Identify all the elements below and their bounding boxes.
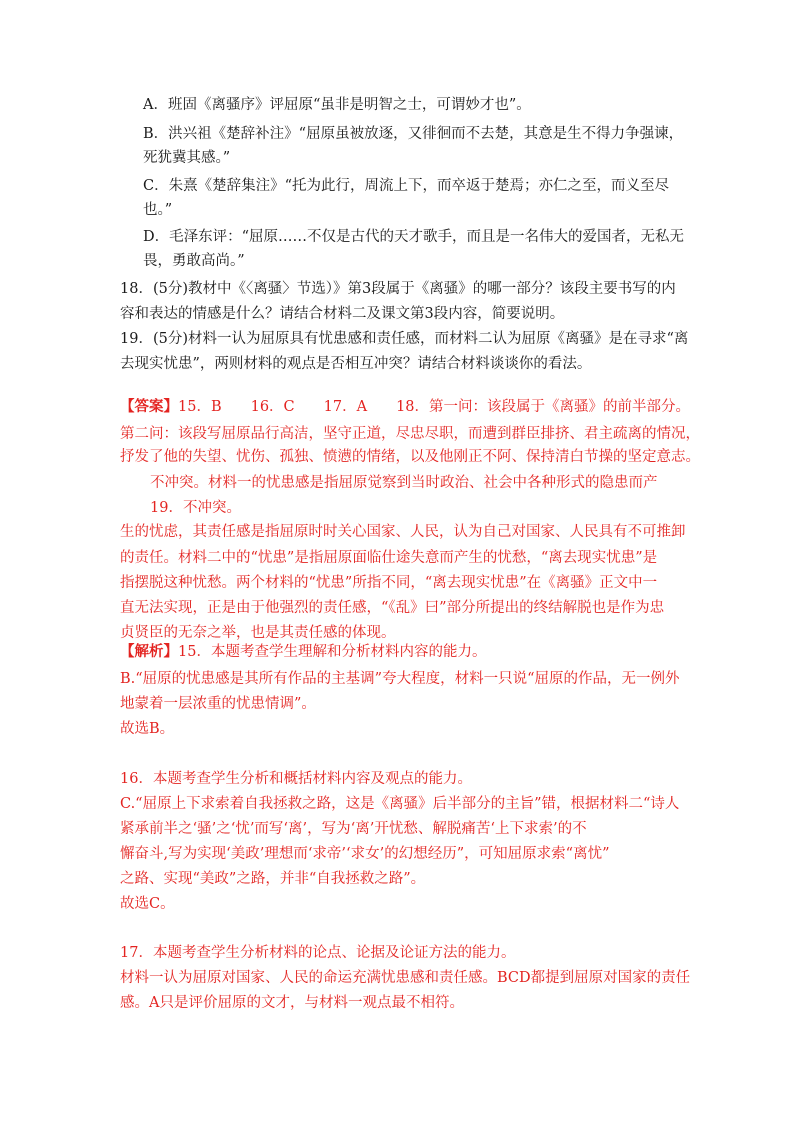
option-b-line2: 死犹冀其感。”	[143, 150, 231, 166]
answer-19-label: 19．不冲突。	[150, 500, 241, 516]
option-c-line1: C．朱熹《楚辞集注》“托为此行，周流上下，而卒返于楚焉；亦仁之至，而义至尽	[143, 178, 670, 194]
answer-items: 15．B 16．C 17．A 18．第一问：该段属于《离骚》的前半部分。	[178, 399, 691, 415]
option-d-line1: D．毛泽东评：“屈原……不仅是古代的天才歌手，而且是一名伟大的爱国者，无私无	[143, 229, 685, 245]
option-a: A．班固《离骚序》评屈原“虽非是明智之士，可谓妙才也”。	[143, 97, 531, 113]
analysis-15-line1: B.“屈原的忧患感是其所有作品的主基调”夸大程度，材料一只说“屈原的作品，无一例外	[120, 671, 680, 687]
question-18-line2: 容和表达的情感是什么？请结合材料二及课文第3段内容，简要说明。	[120, 306, 565, 322]
analysis-17-line2: 感。A只是评价屈原的文才，与材料一观点最不相符。	[120, 995, 464, 1011]
analysis-16-line4: 之路、实现“美政”之路，并非“自我拯救之路”。	[120, 871, 426, 887]
analysis-16-line3: 懈奋斗,写为实现‘美政’理想而‘求帝’‘求女’的幻想经历”，可知屈原求索“离忧”	[120, 846, 610, 862]
analysis-15-title-text: 15．本题考查学生理解和分析材料内容的能力。	[178, 644, 487, 660]
answer-line8: 直无法实现，正是由于他强烈的责任感，“《乱》曰”部分所提出的终结解脱也是作为忠	[120, 600, 665, 616]
analysis-15-title	[120, 642, 486, 662]
analysis-16-conclusion: 故选C。	[120, 896, 175, 912]
answer-line5: 生的忧虑，其责任感是指屈原时时关心国家、人民，认为自己对国家、人民具有不可推卸	[120, 524, 686, 540]
analysis-17-title: 17．本题考查学生分析材料的论点、论据及论证方法的能力。	[120, 945, 516, 961]
answer-line3: 抒发了他的失望、忧伤、孤独、愤懑的情绪，以及他刚正不阿、保持清白节操的坚定意志。	[120, 449, 700, 465]
answer-tag: 【答案】	[120, 398, 178, 415]
analysis-16-title: 16．本题考查学生分析和概括材料内容及观点的能力。	[120, 771, 472, 787]
analysis-16-line2: 紧承前半之‘骚’之‘忧’而写‘离’，写为‘离’开忧愁、解脱痛苦‘上下求索’的不	[120, 821, 587, 837]
answer-line7: 指摆脱这种忧愁。两个材料的“忧患”所指不同，“离去现实忧患”在《离骚》正文中一	[120, 575, 658, 591]
analysis-tag: 【解析】	[120, 643, 178, 660]
analysis-16-line1: C.“屈原上下求索着自我拯救之路，这是《离骚》后半部分的主旨”错，根据材料二“诗人	[120, 796, 680, 812]
option-c-line2: 也。”	[143, 202, 173, 218]
analysis-17-line1: 材料一认为屈原对国家、人民的命运充满忧患感和责任感。BCD都提到屈原对国家的责任	[120, 970, 691, 986]
question-19-line2: 去现实忧患”，两则材料的观点是否相互冲突？请结合材料谈谈你的看法。	[120, 356, 592, 372]
analysis-15-line2: 地蒙着一层浓重的忧患情调”。	[120, 696, 316, 712]
option-d-line2: 畏，勇敢高尚。”	[143, 253, 245, 269]
answer-line9: 贞贤臣的无奈之举，也是其责任感的体现。	[120, 625, 396, 641]
question-19-line1: 19．(5分)材料一认为屈原具有忧患感和责任感，而材料二认为屈原《离骚》是在寻求“离	[120, 331, 689, 347]
answer-line1	[120, 397, 690, 417]
option-b-line1: B．洪兴祖《楚辞补注》“屈原虽被放逐，又徘徊而不去楚，其意是生不得力争强谏，	[143, 126, 684, 142]
analysis-15-conclusion: 故选B。	[120, 721, 175, 737]
answer-line2: 第二问：该段写屈原品行高洁，坚守正道，尽忠尽职，而遭到群臣排挤、君主疏离的情况，	[120, 426, 700, 442]
question-18-line1: 18．(5分)教材中《〈离骚〉节选）》第3段属于《离骚》的哪一部分？该段主要书写的内	[120, 281, 676, 297]
answer-line4: 不冲突。材料一的忧患感是指屈原觉察到当时政治、社会中各种形式的隐患而产	[150, 475, 658, 491]
answer-line6: 的责任。材料二中的“忧患”是指屈原面临仕途失意而产生的忧愁，“离去现实忧患”是	[120, 550, 658, 566]
